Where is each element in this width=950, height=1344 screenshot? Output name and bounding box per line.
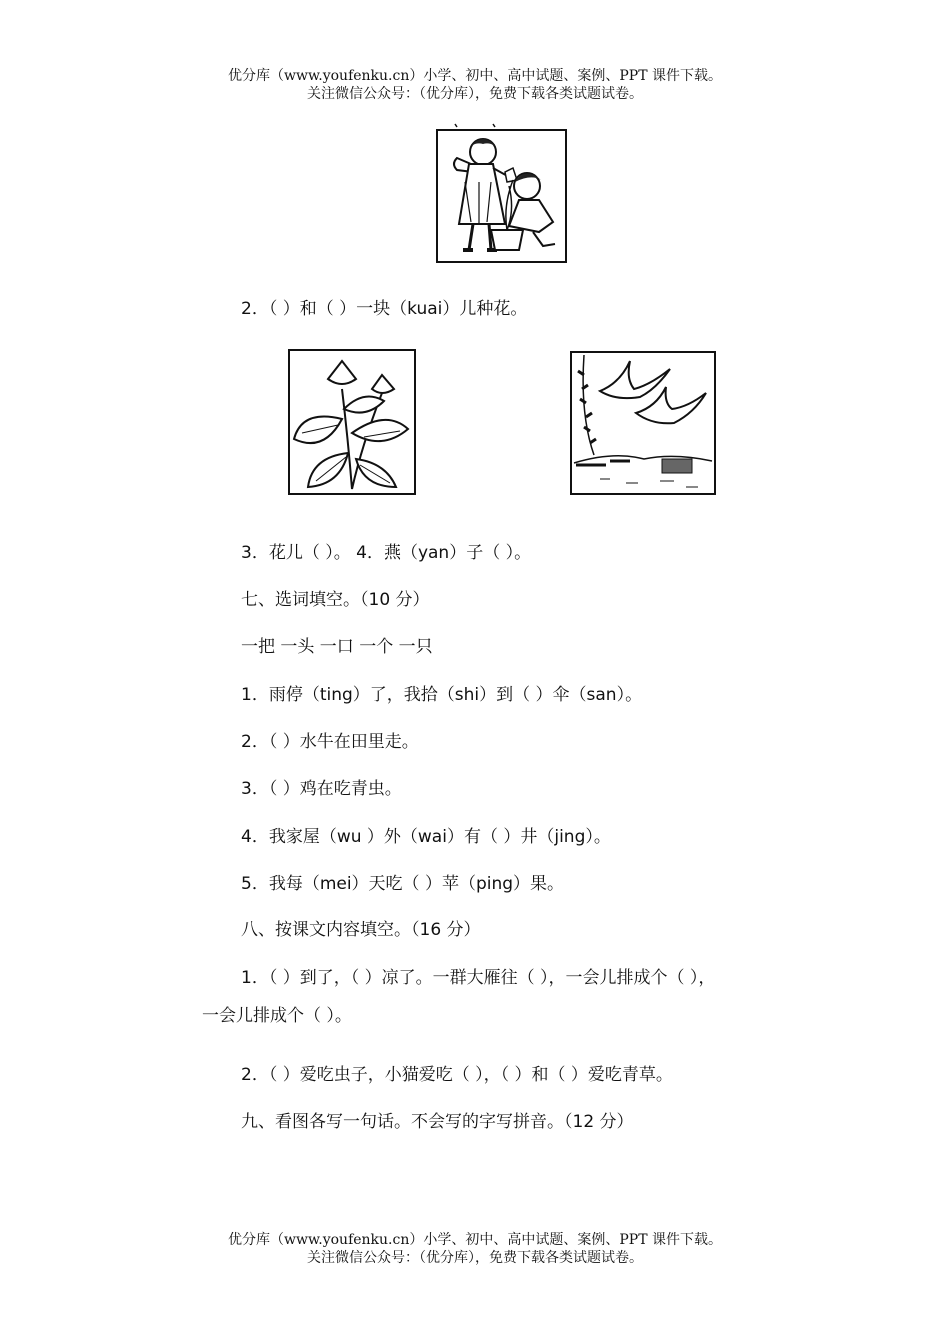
question-7-2: 2．（ ）水牛在田里走。	[241, 732, 419, 752]
question-8-2: 2．（ ）爱吃虫子，小猫爱吃（ ），（ ）和（ ）爱吃青草。	[241, 1065, 673, 1085]
footer-line-2: 关注微信公众号：（优分库），免费下载各类试题试卷。	[307, 1250, 643, 1266]
question-7-1: 1．雨停（ting）了，我拾（shi）到（ ）伞（san）。	[241, 685, 643, 705]
swallows-illustration	[570, 351, 716, 495]
question-7-5: 5．我每（mei）天吃（ ）苹（ping）果。	[241, 874, 565, 894]
flower-illustration	[288, 349, 416, 495]
question-6-2: 2．（ ）和（ ）一块（kuai）儿种花。	[241, 299, 528, 319]
question-8-1-line-1: 1．（ ）到了，（ ）凉了。一群大雁往（ ），一会儿排成个（ ），	[241, 968, 716, 988]
footer-line-1: 优分库（www.youfenku.cn）小学、初中、高中试题、案例、PPT 课件下载。	[227, 1232, 722, 1248]
page-header	[0, 67, 950, 103]
section-8-title: 八、按课文内容填空。（16 分）	[241, 920, 481, 940]
question-7-3: 3．（ ）鸡在吃青虫。	[241, 779, 402, 799]
section-7-title: 七、选词填空。（10 分）	[241, 590, 430, 610]
header-line-1: 优分库（www.youfenku.cn）小学、初中、高中试题、案例、PPT 课件下载。	[227, 68, 722, 84]
header-line-2: 关注微信公众号：（优分库），免费下载各类试题试卷。	[307, 86, 643, 102]
section-9-title: 九、看图各写一句话。不会写的字写拼音。（12 分）	[241, 1112, 634, 1132]
page-footer	[0, 1231, 950, 1267]
children-illustration	[435, 122, 568, 264]
question-6-3-4: 3．花儿（ ）。 4．燕（yan）子（ ）。	[241, 543, 532, 563]
question-8-1-line-2: 一会儿排成个（ ）。	[202, 1006, 352, 1026]
question-7-4: 4．我家屋（wu ）外（wai）有（ ）井（jing）。	[241, 827, 611, 847]
section-7-options: 一把 一头 一口 一个 一只	[241, 637, 433, 657]
